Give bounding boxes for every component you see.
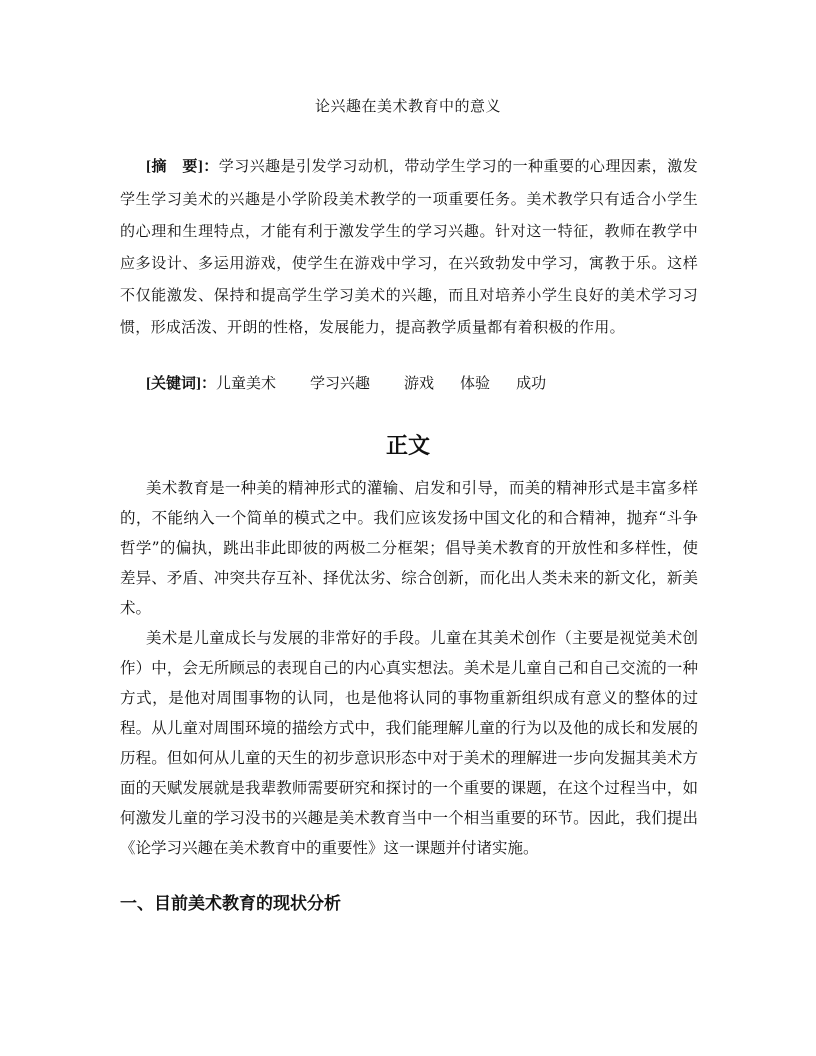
- abstract-text: 学习兴趣是引发学习动机，带动学生学习的一种重要的心理因素，激发学生学习美术的兴趣是小学阶段美术教学的一项重要任务。美术教学只有适合小学生的心理和生理特点，才能有利于激发学生的学习兴趣。针对这一特征，教师在教学中应多设计、多运用游戏，使学生在游戏中学习，在兴致勃发中学习，寓教于乐。这样不仅能激发、保持和提高学生学习美术的兴趣，而且对培养小学生良好的美术学习习惯，形成活泼、开朗的性格，发展能力，提高教学质量都有着积极的作用。: [120, 157, 698, 336]
- abstract-label: [摘 要]：: [146, 159, 219, 175]
- section-title: 正文: [385, 434, 430, 459]
- keywords-line: [146, 368, 572, 399]
- abstract-block: [120, 150, 698, 343]
- keyword-item: 游戏: [404, 374, 435, 392]
- keyword-item: 儿童美术: [216, 374, 277, 392]
- document-title: 论兴趣在美术教育中的意义: [314, 97, 501, 115]
- body-paragraph: 美术教育是一种美的精神形式的灌输、启发和引导，而美的精神形式是丰富多样的，不能纳入一个简单的模式之中。我们应该发扬中国文化的和合精神，抛弃“斗争哲学”的偏执，跳出非此即彼的两极二分框架；倡导美术教育的开放性和多样性，使差异、矛盾、冲突共存互补、择优汰劣、综合创新，而化出人类未来的新文化，新美术。: [120, 479, 698, 617]
- body-paragraph: 美术是儿童成长与发展的非常好的手段。儿童在其美术创作（主要是视觉美术创作）中，会无所顾忌的表现自己的内心真实想法。美术是儿童自己和自己交流的一种方式，是他对周围事物的认同，也是他将认同的事物重新组织成有意义的整体的过程。从儿童对周围环境的描绘方式中，我们能理解儿童的行为以及他的成长和发展的历程。但如何从儿童的天生的初步意识形态中对于美术的理解进一步向发掘其美术方面的天赋发展就是我辈教师需要研究和探讨的一个重要的课题，在这个过程当中，如何激发儿童的学习没书的兴趣是美术教育当中一个相当重要的环节。因此，我们提出《论学习兴趣在美术教育中的重要性》这一课题并付诸实施。: [120, 629, 698, 857]
- keyword-item: 学习兴趣: [310, 374, 371, 392]
- body-text: [120, 473, 698, 863]
- section-heading: 一、目前美术教育的现状分析: [120, 894, 341, 914]
- keyword-item: 体验: [460, 374, 491, 392]
- keywords-label: [关键词]：: [146, 376, 216, 392]
- keyword-item: 成功: [516, 374, 547, 392]
